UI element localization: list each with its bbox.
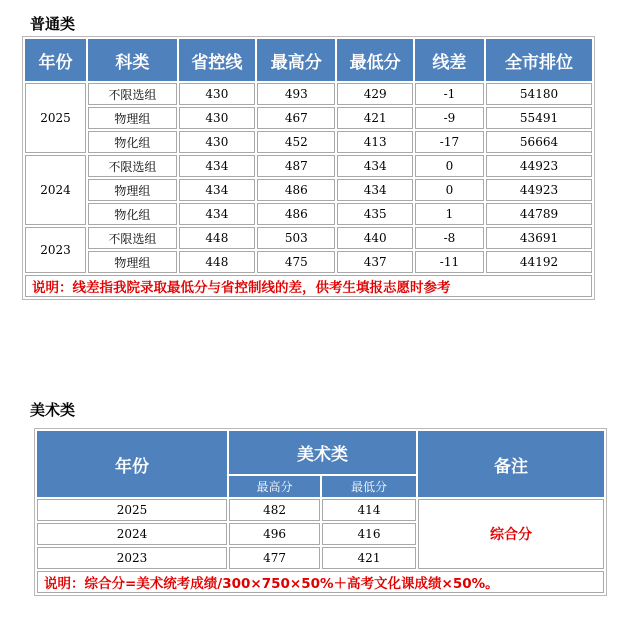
line-diff-cell: 1 bbox=[415, 203, 484, 225]
city-rank-cell: 55491 bbox=[486, 107, 592, 129]
control-line-cell: 448 bbox=[179, 251, 255, 273]
min-score-cell: 416 bbox=[322, 523, 416, 545]
max-score-cell: 452 bbox=[257, 131, 335, 153]
art-admission-table bbox=[34, 428, 607, 596]
table-row bbox=[25, 83, 592, 105]
line-diff-cell: -8 bbox=[415, 227, 484, 249]
control-line-cell: 434 bbox=[179, 179, 255, 201]
max-score-cell: 493 bbox=[257, 83, 335, 105]
control-line-cell: 430 bbox=[179, 107, 255, 129]
table-row bbox=[25, 179, 592, 201]
table-row bbox=[25, 203, 592, 225]
table-row bbox=[25, 107, 592, 129]
header-row bbox=[37, 431, 604, 474]
min-score-cell: 434 bbox=[337, 155, 412, 177]
max-score-cell: 487 bbox=[257, 155, 335, 177]
category-cell: 不限选组 bbox=[88, 227, 177, 249]
header-year: 年份 bbox=[37, 431, 227, 497]
table-row bbox=[25, 251, 592, 273]
year-cell: 2023 bbox=[25, 227, 86, 273]
header-min-score: 最低分 bbox=[337, 39, 412, 81]
table-row bbox=[25, 131, 592, 153]
note-row bbox=[25, 275, 592, 297]
year-cell: 2025 bbox=[37, 499, 227, 521]
general-note: 说明：线差指我院录取最低分与省控制线的差，供考生填报志愿时参考 bbox=[25, 275, 592, 297]
line-diff-cell: -17 bbox=[415, 131, 484, 153]
category-cell: 物化组 bbox=[88, 131, 177, 153]
control-line-cell: 434 bbox=[179, 155, 255, 177]
control-line-cell: 430 bbox=[179, 131, 255, 153]
max-score-cell: 486 bbox=[257, 203, 335, 225]
max-score-cell: 477 bbox=[229, 547, 320, 569]
max-score-cell: 467 bbox=[257, 107, 335, 129]
city-rank-cell: 44789 bbox=[486, 203, 592, 225]
line-diff-cell: -9 bbox=[415, 107, 484, 129]
category-cell: 不限选组 bbox=[88, 83, 177, 105]
min-score-cell: 413 bbox=[337, 131, 412, 153]
category-cell: 物理组 bbox=[88, 179, 177, 201]
control-line-cell: 430 bbox=[179, 83, 255, 105]
header-row bbox=[25, 39, 592, 81]
remark-cell: 综合分 bbox=[418, 499, 604, 569]
min-score-cell: 434 bbox=[337, 179, 412, 201]
control-line-cell: 434 bbox=[179, 203, 255, 225]
city-rank-cell: 56664 bbox=[486, 131, 592, 153]
header-line-diff: 线差 bbox=[415, 39, 484, 81]
category-cell: 物化组 bbox=[88, 203, 177, 225]
city-rank-cell: 44923 bbox=[486, 179, 592, 201]
category-cell: 物理组 bbox=[88, 251, 177, 273]
art-note: 说明：综合分=美术统考成绩/300×750×50%＋高考文化课成绩×50%。 bbox=[37, 571, 604, 593]
header-art-group: 美术类 bbox=[229, 431, 416, 474]
max-score-cell: 496 bbox=[229, 523, 320, 545]
max-score-cell: 475 bbox=[257, 251, 335, 273]
max-score-cell: 482 bbox=[229, 499, 320, 521]
city-rank-cell: 54180 bbox=[486, 83, 592, 105]
header-remark: 备注 bbox=[418, 431, 604, 497]
city-rank-cell: 44192 bbox=[486, 251, 592, 273]
section-title-general: 普通类 bbox=[30, 15, 76, 33]
year-cell: 2023 bbox=[37, 547, 227, 569]
city-rank-cell: 44923 bbox=[486, 155, 592, 177]
header-max-score: 最高分 bbox=[257, 39, 335, 81]
city-rank-cell: 43691 bbox=[486, 227, 592, 249]
line-diff-cell: -11 bbox=[415, 251, 484, 273]
header-city-rank: 全市排位 bbox=[486, 39, 592, 81]
header-year: 年份 bbox=[25, 39, 86, 81]
year-cell: 2024 bbox=[25, 155, 86, 225]
header-control-line: 省控线 bbox=[179, 39, 255, 81]
header-category: 科类 bbox=[88, 39, 177, 81]
line-diff-cell: 0 bbox=[415, 155, 484, 177]
control-line-cell: 448 bbox=[179, 227, 255, 249]
year-cell: 2025 bbox=[25, 83, 86, 153]
line-diff-cell: 0 bbox=[415, 179, 484, 201]
note-row bbox=[37, 571, 604, 593]
category-cell: 不限选组 bbox=[88, 155, 177, 177]
table-row bbox=[37, 499, 604, 521]
header-min-score: 最低分 bbox=[322, 476, 416, 497]
category-cell: 物理组 bbox=[88, 107, 177, 129]
min-score-cell: 421 bbox=[337, 107, 412, 129]
table-row bbox=[25, 227, 592, 249]
min-score-cell: 421 bbox=[322, 547, 416, 569]
max-score-cell: 486 bbox=[257, 179, 335, 201]
line-diff-cell: -1 bbox=[415, 83, 484, 105]
min-score-cell: 429 bbox=[337, 83, 412, 105]
year-cell: 2024 bbox=[37, 523, 227, 545]
section-title-art: 美术类 bbox=[30, 401, 76, 419]
min-score-cell: 414 bbox=[322, 499, 416, 521]
min-score-cell: 437 bbox=[337, 251, 412, 273]
max-score-cell: 503 bbox=[257, 227, 335, 249]
general-admission-table bbox=[22, 36, 595, 300]
header-max-score: 最高分 bbox=[229, 476, 320, 497]
min-score-cell: 440 bbox=[337, 227, 412, 249]
min-score-cell: 435 bbox=[337, 203, 412, 225]
table-row bbox=[25, 155, 592, 177]
